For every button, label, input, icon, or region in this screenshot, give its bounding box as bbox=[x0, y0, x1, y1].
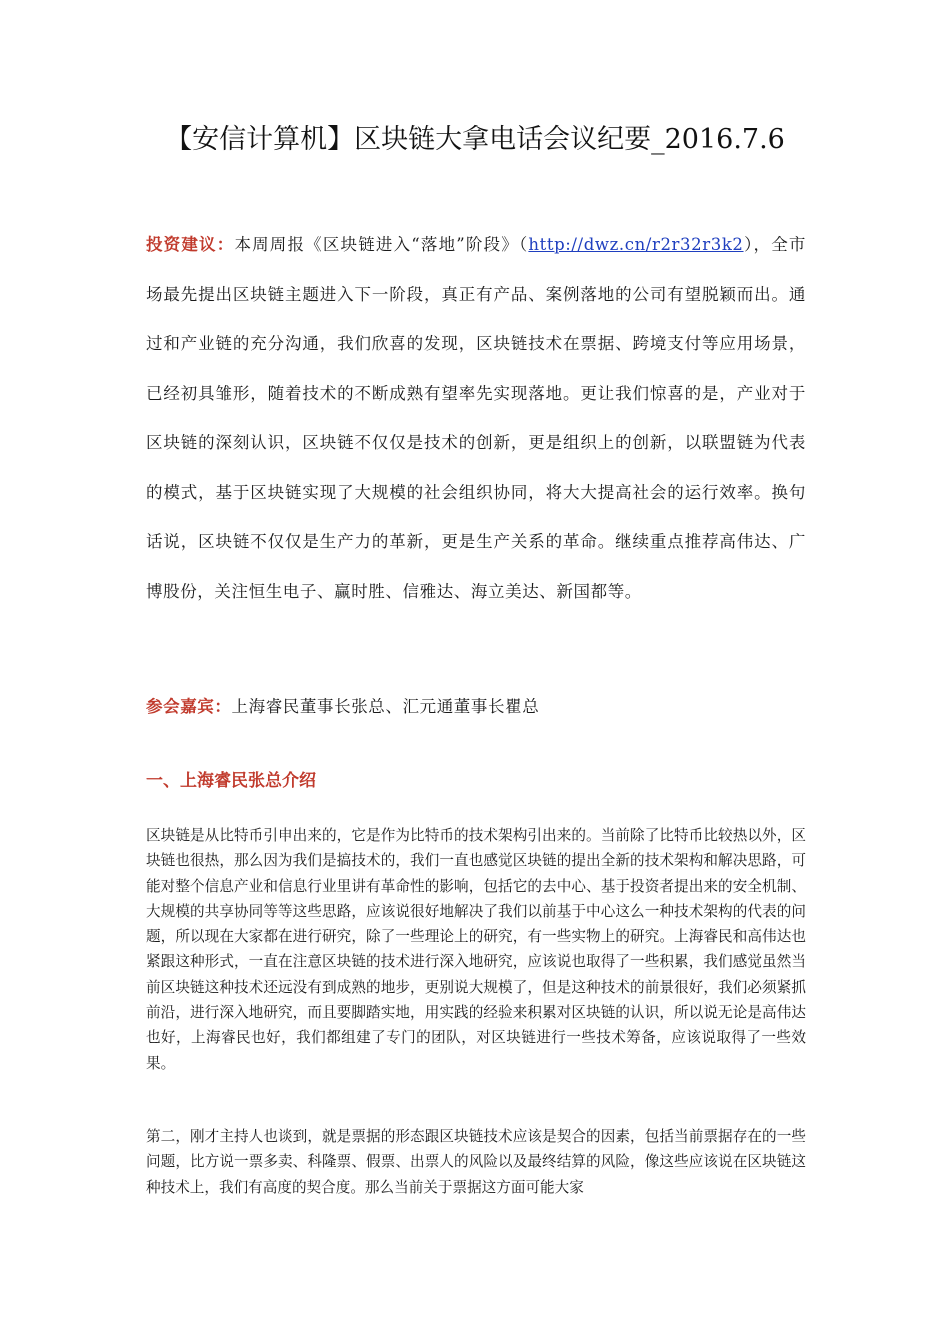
investment-advice-paragraph bbox=[146, 220, 806, 616]
investment-advice-text-before-link: 本周周报《区块链进入“落地”阶段》（ bbox=[234, 235, 529, 254]
document-title: 【安信计算机】区块链大拿电话会议纪要_2016.7.6 bbox=[165, 124, 785, 155]
investment-advice-text-after-link: ），全市场最先提出区块链主题进入下一阶段，真正有产品、案例落地的公司有望脱颖而出。通过和产业链的充分沟通，我们欣喜的发现，区块链技术在票据、跨境支付等应用场景，已经初具雏形，随着技术的不断成熟有望率先实现落地。更让我们惊喜的是，产业对于区块链的深刻认识，区块链不仅仅是技术的创新，更是组织上的创新，以联盟链为代表的模式，基于区块链实现了大规模的社会组织协同，将大大提高社会的运行效率。换句话说，区块链不仅仅是生产力的革新，更是生产关系的革命。继续重点推荐高伟达、广博股份，关注恒生电子、赢时胜、信雅达、海立美达、新国都等。 bbox=[146, 235, 807, 601]
weekly-report-link[interactable]: http://dwz.cn/r2r32r3k2 bbox=[528, 235, 744, 254]
body-paragraph-1: 区块链是从比特币引申出来的，它是作为比特币的技术架构引出来的。当前除了比特币比较热以外，区块链也很热，那么因为我们是搞技术的，我们一直也感觉区块链的提出全新的技术架构和解决思路，可能对整个信息产业和信息行业里讲有革命性的影响，包括它的去中心、基于投资者提出来的安全机制、大规模的共享协同等等这些思路，应该说很好地解决了我们以前基于中心这么一种技术架构的代表的问题，所以现在大家都在进行研究，除了一些理论上的研究，有一些实物上的研究。上海睿民和高伟达也紧跟这种形式，一直在注意区块链的技术进行深入地研究，应该说也取得了一些积累，我们感觉虽然当前区块链这种技术还远没有到成熟的地步，更别说大规模了，但是这种技术的前景很好，我们必须紧抓前沿，进行深入地研究，而且要脚踏实地，用实践的经验来积累对区块链的认识，所以说无论是高伟达也好，上海睿民也好，我们都组建了专门的团队，对区块链进行一些技术筹备，应该说取得了一些效果。 bbox=[146, 827, 806, 1072]
guests-paragraph bbox=[146, 690, 806, 724]
guests-label: 参会嘉宾： bbox=[146, 697, 232, 716]
section-heading: 一、上海睿民张总介绍 bbox=[146, 771, 316, 791]
guests-text: 上海睿民董事长张总、汇元通董事长瞿总 bbox=[231, 697, 540, 716]
investment-advice-label: 投资建议： bbox=[146, 235, 235, 254]
body-paragraph-2: 第二，刚才主持人也谈到，就是票据的形态跟区块链技术应该是契合的因素，包括当前票据存在的一些问题，比方说一票多卖、科隆票、假票、出票人的风险以及最终结算的风险，像这些应该说在区块链这种技术上，我们有高度的契合度。那么当前关于票据这方面可能大家 bbox=[146, 1128, 806, 1196]
